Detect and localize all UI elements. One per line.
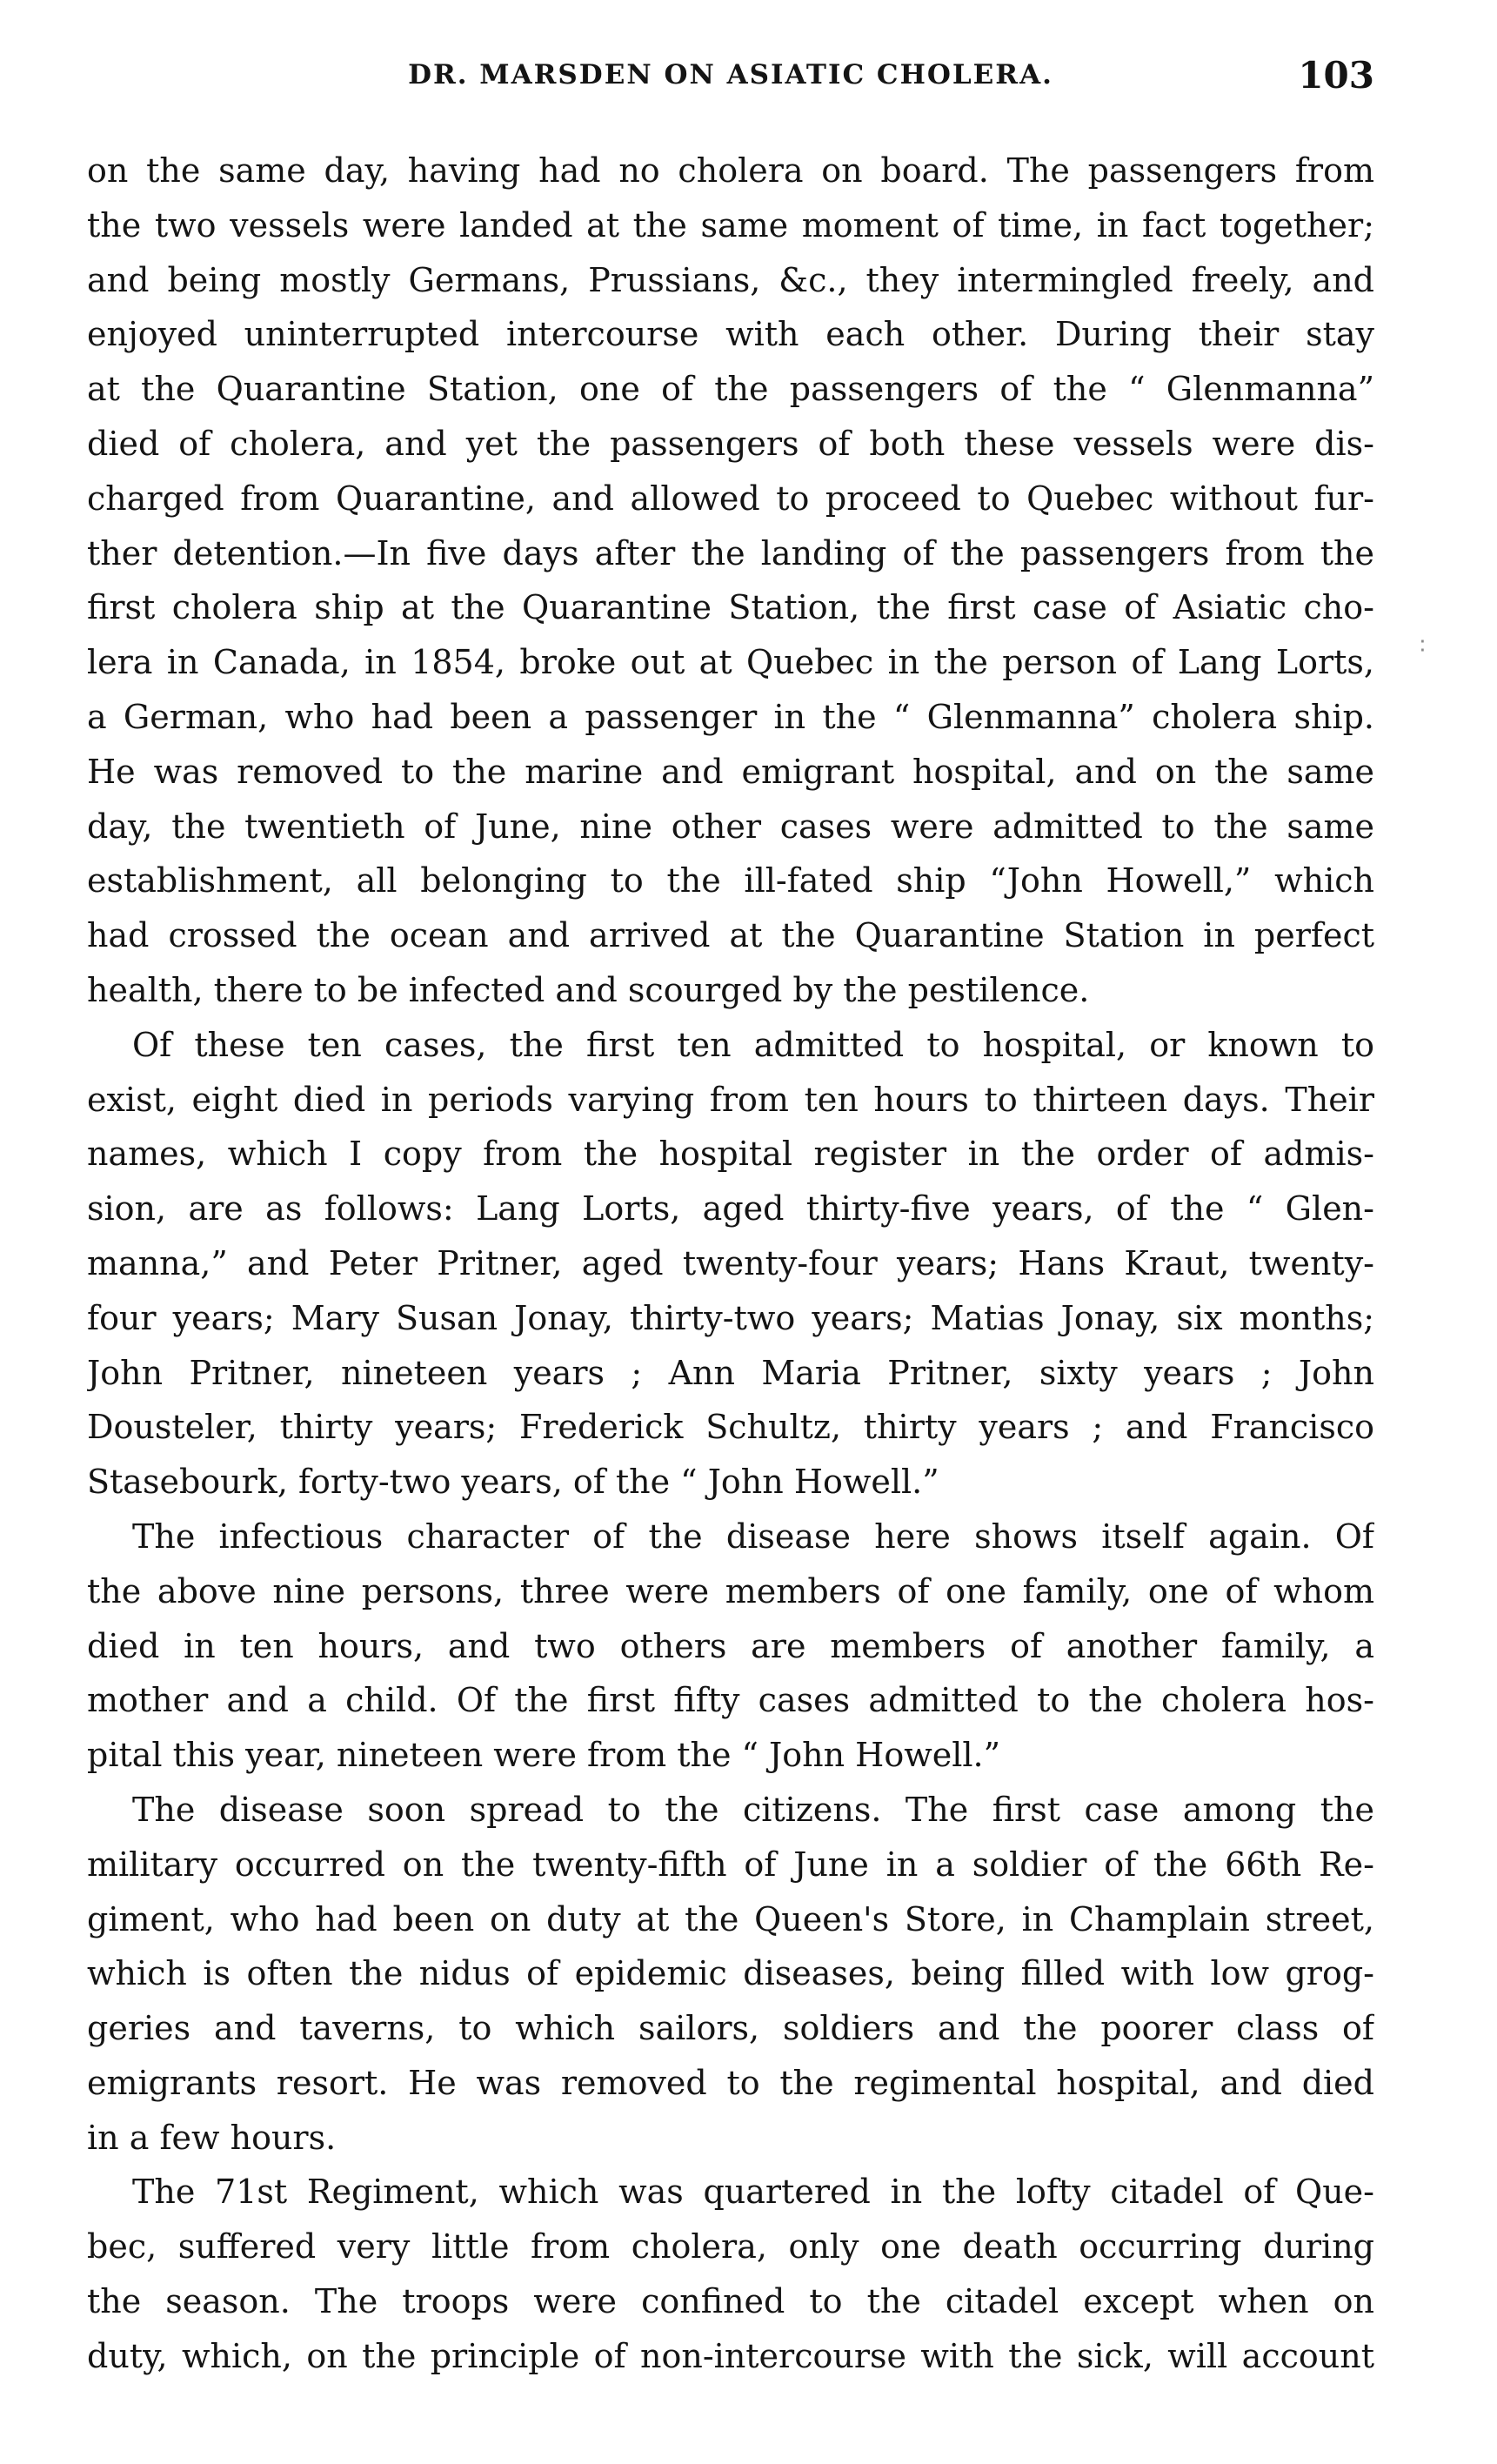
text-line: and being mostly Germans, Prussians, &c., they intermingled freely, and (87, 260, 1374, 299)
text-line: on the same day, having had no cholera on board. The passengers from (87, 151, 1374, 190)
text-line: the season. The troops were confined to the citadel except when on (87, 2282, 1374, 2321)
text-line: military occurred on the twenty-fifth of June in a soldier of the 66th Re- (87, 1845, 1374, 1884)
text-line: duty, which, on the principle of non-intercourse with the sick, will account (87, 2336, 1374, 2375)
text-line: charged from Quarantine, and allowed to proceed to Quebec without fur- (87, 479, 1374, 518)
text-line: had crossed the ocean and arrived at the Quarantine Station in perfect (87, 916, 1374, 955)
running-title: DR. MARSDEN ON ASIATIC CHOLERA. (408, 59, 1053, 90)
text-line: manna,” and Peter Pritner, aged twenty-four years; Hans Kraut, twenty- (87, 1243, 1374, 1282)
text-line: mother and a child. Of the first fifty cases admitted to the cholera hos- (87, 1681, 1374, 1720)
text-line: the above nine persons, three were members of one family, one of whom (87, 1571, 1374, 1610)
text-line: sion, are as follows: Lang Lorts, aged thirty-five years, of the “ Glen- (87, 1189, 1374, 1229)
text-line: the two vessels were landed at the same moment of time, in fact together; (87, 205, 1374, 244)
text-line: ther detention.—In five days after the landing of the passengers from the (87, 533, 1374, 572)
text-body (87, 144, 1374, 2384)
text-line: The 71st Regiment, which was quartered in the lofty citadel of Que- (132, 2173, 1374, 2212)
text-line: establishment, all belonging to the ill-fated ship “John Howell,” which (87, 861, 1374, 901)
text-line: died in ten hours, and two others are members of another family, a (87, 1626, 1374, 1665)
text-line: pital this year, nineteen were from the “ John Howell.” (87, 1736, 1001, 1775)
text-line: geries and taverns, to which sailors, soldiers and the poorer class of (87, 2009, 1374, 2048)
text-line: day, the twentieth of June, nine other cases were admitted to the same (87, 807, 1374, 846)
text-line: enjoyed uninterrupted intercourse with each other. During their stay (87, 315, 1374, 354)
text-line: a German, who had been a passenger in the “ Glenmanna” cholera ship. (87, 697, 1374, 736)
text-line: in a few hours. (87, 2118, 337, 2157)
text-line: He was removed to the marine and emigrant hospital, and on the same (87, 752, 1374, 791)
text-line: bec, suffered very little from cholera, only one death occurring during (87, 2227, 1374, 2266)
text-line: John Pritner, nineteen years ; Ann Maria Pritner, sixty years ; John (87, 1353, 1374, 1392)
text-line: emigrants resort. He was removed to the regimental hospital, and died (87, 2063, 1374, 2102)
text-line: died of cholera, and yet the passengers of both these vessels were dis- (87, 424, 1374, 463)
text-line: at the Quarantine Station, one of the passengers of the “ Glenmanna” (87, 370, 1374, 409)
margin-speck-icon: ∶ (1420, 633, 1426, 660)
text-line: The infectious character of the disease here shows itself again. Of (132, 1517, 1374, 1556)
running-head (87, 54, 1374, 111)
page-number: 103 (1298, 54, 1374, 97)
text-line: which is often the nidus of epidemic diseases, being filled with low grog- (87, 1954, 1374, 1993)
text-line: four years; Mary Susan Jonay, thirty-two years; Matias Jonay, six months; (87, 1298, 1374, 1337)
text-line: The disease soon spread to the citizens. The first case among the (132, 1790, 1374, 1829)
text-line: Dousteler, thirty years; Frederick Schultz, thirty years ; and Francisco (87, 1408, 1374, 1447)
text-line: names, which I copy from the hospital register in the order of admis- (87, 1135, 1374, 1174)
text-line: Stasebourk, forty-two years, of the “ John Howell.” (87, 1463, 939, 1502)
text-line: exist, eight died in periods varying from ten hours to thirteen days. Their (87, 1080, 1374, 1119)
text-line: health, there to be infected and scourged by the pestilence. (87, 970, 1090, 1009)
text-line: lera in Canada, in 1854, broke out at Quebec in the person of Lang Lorts, (87, 643, 1374, 682)
text-line: first cholera ship at the Quarantine Station, the first case of Asiatic cho- (87, 588, 1374, 627)
text-line: Of these ten cases, the first ten admitted to hospital, or known to (132, 1025, 1374, 1064)
text-line: giment, who had been on duty at the Queen's Store, in Champlain street, (87, 1899, 1374, 1938)
